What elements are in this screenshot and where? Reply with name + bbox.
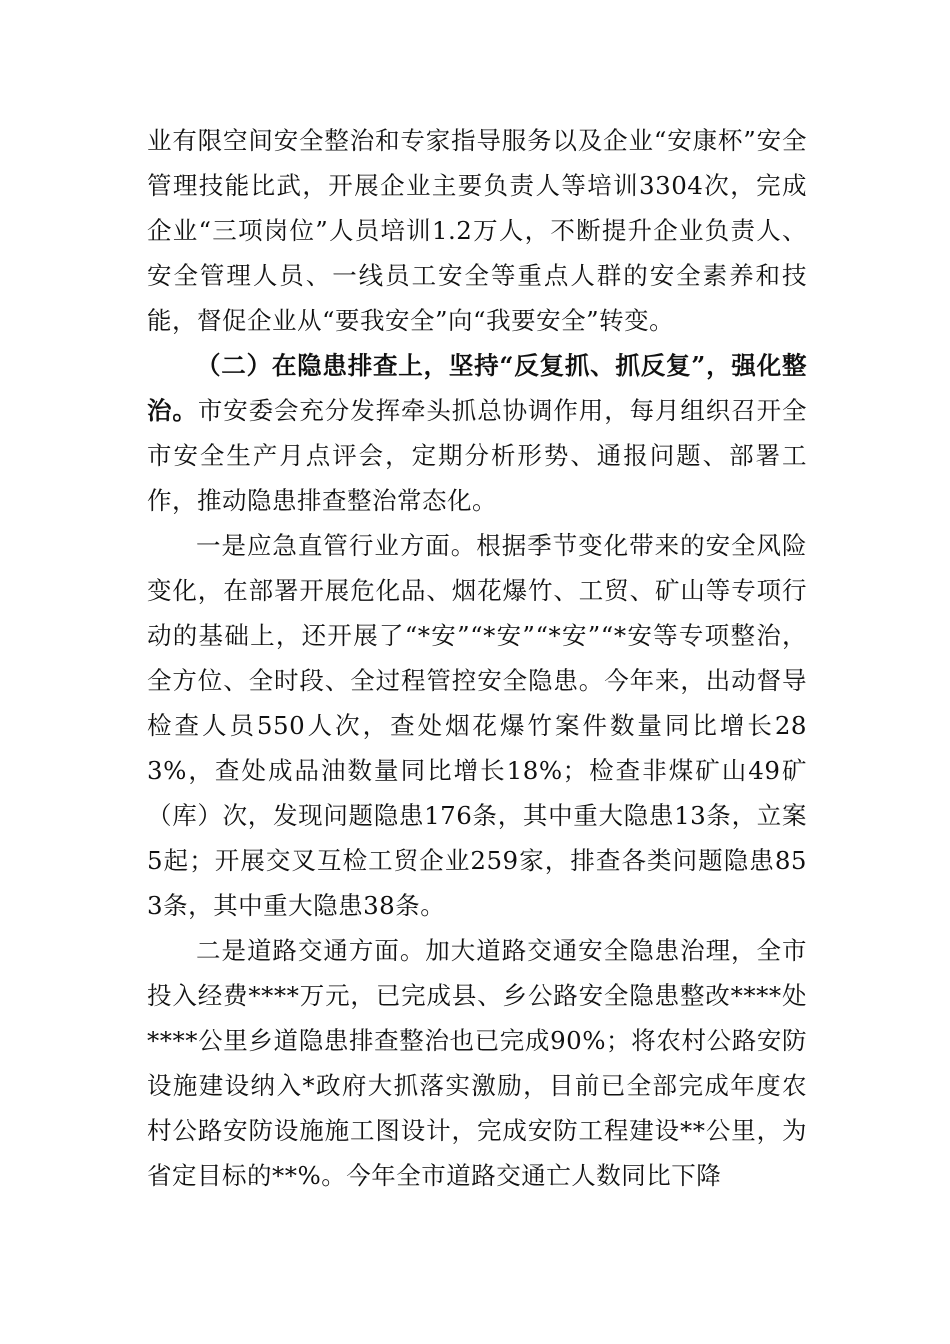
document-page — [147, 118, 807, 1198]
paragraph-emergency-industries: 一是应急直管行业方面。根据季节变化带来的安全风险变化，在部署开展危化品、烟花爆竹、工贸、矿山等专项行动的基础上，还开展了“*安”“*安”“*安”“*安等专项整治，全方位、全时段、全过程管控安全隐患。今年来，出动督导检查人员550人次，查处烟花爆竹案件数量同比增长283%，查处成品油数量同比增长18%；检查非煤矿山49矿（库）次，发现问题隐患176条，其中重大隐患13条，立案5起；开展交叉互检工贸企业259家，排查各类问题隐患853条，其中重大隐患38条。 — [147, 531, 807, 920]
section-body-hazard-inspection: 市安委会充分发挥牵头抓总协调作用，每月组织召开全市安全生产月点评会，定期分析形势、通报问题、部署工作，推动隐患排查整治常态化。 — [147, 396, 808, 515]
paragraph-training: 业有限空间安全整治和专家指导服务以及企业“安康杯”安全管理技能比武，开展企业主要负责人等培训3304次，完成企业“三项岗位”人员培训1.2万人，不断提升企业负责人、安全管理人员、一线员工安全等重点人群的安全素养和技能，督促企业从“要我安全”向“我要安全”转变。 — [147, 126, 807, 335]
paragraph-road-traffic: 二是道路交通方面。加大道路交通安全隐患治理，全市投入经费****万元，已完成县、乡公路安全隐患整改****处****公里乡道隐患排查整治也已完成90%；将农村公路安防设施建设纳入*政府大抓落实激励，目前已全部完成年度农村公路安防设施施工图设计，完成安防工程建设**公里，为省定目标的**%。今年全市道路交通亡人数同比下降 — [147, 936, 807, 1190]
section-heading-hazard-inspection: （二）在隐患排查上，坚持“反复抓、抓反复”，强化整治。 — [147, 351, 807, 425]
paragraph-hazard-inspection — [147, 343, 807, 523]
